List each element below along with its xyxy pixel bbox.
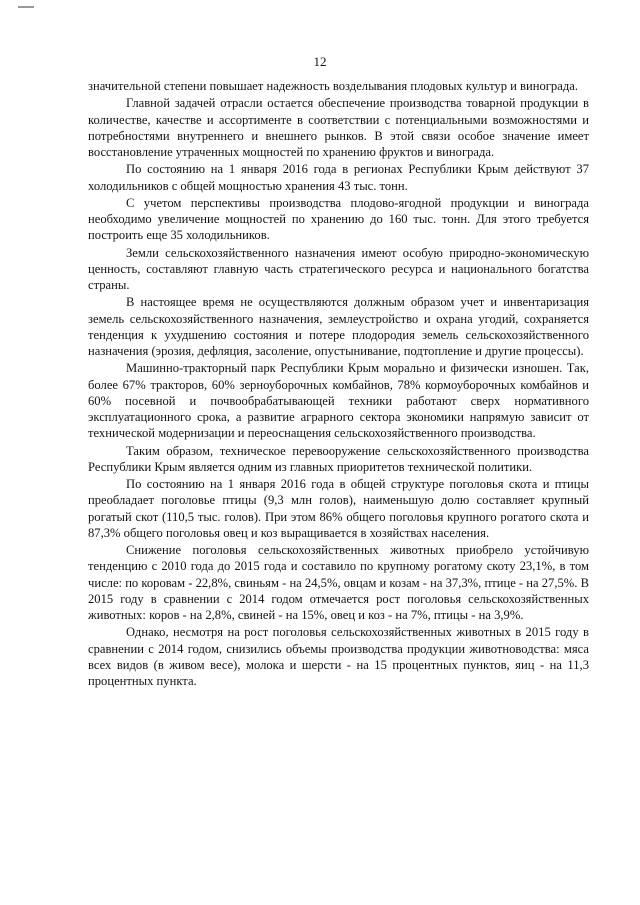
scan-corner-mark — [18, 6, 34, 8]
document-body — [88, 78, 589, 689]
paragraph-storage-capacity: С учетом перспективы производства плодово-ягодной продукции и винограда необходимо увеличение мощностей по хранению до 160 тыс. тонн. Для этого требуется построить еще 35 холодильников. — [88, 195, 589, 243]
paragraph-refrigerators: По состоянию на 1 января 2016 года в регионах Республики Крым действуют 37 холодильников с общей мощностью хранения 43 тыс. тонн. — [88, 162, 589, 193]
paragraph-agricultural-land: Земли сельскохозяйственного назначения имеют особую природно-экономическую ценность, составляют главную часть стратегического ресурса и национального богатства страны. — [88, 245, 589, 292]
page-number: 12 — [313, 54, 327, 69]
paragraph-machinery: Машинно-тракторный парк Республики Крым морально и физически изношен. Так, более 67% тракторов, 60% зерноуборочных комбайнов, 78% кормоуборочных комбайнов и 60% посевной и почвообрабатывающей техники работают сверх нормативного эксплуатационного срока, а развитие аграрного сектора экономики напрямую зависит от технической модернизации и переоснащения сельскохозяйственного производства. — [88, 361, 589, 441]
paragraph-re-equipment: Таким образом, техническое перевооружение сельскохозяйственного производства Республики Крым является одним из главных приоритетов технической политики. — [88, 443, 589, 474]
paragraph-production-volumes: Однако, несмотря на рост поголовья сельскохозяйственных животных в 2015 году в сравнении с 2014 годом, снизились объемы производства продукции животноводства: мяса всех видов (в живом весе), молока и шерсти - на 15 процентных пунктов, яиц - на 11,3 процентных пункта. — [88, 625, 589, 688]
paragraph-main-task: Главной задачей отрасли остается обеспечение производства товарной продукции в количестве, качестве и ассортименте в соответствии с потенциальными возможностями и потребностями внутреннего и внешнего рынков. В этой связи особое значение имеет восстановление утраченных мощностей по хранению фруктов и винограда. — [88, 96, 589, 159]
paragraph-continuation: значительной степени повышает надежность возделывания плодовых культур и винограда. — [88, 79, 578, 93]
paragraph-livestock-decline: Снижение поголовья сельскохозяйственных животных приобрело устойчивую тенденцию с 2010 года до 2015 года и составило по крупному рогатому скоту 23,1%, в том числе: по коровам - 22,8%, свиньям - на 24,5%, овцам и козам - на 37,3%, птице - на 27,5%. В 2015 году в сравнении с 2014 годом отмечается рост поголовья сельскохозяйственных животных: коров - на 2,8%, свиней - на 15%, овец и коз - на 7%, птицы - на 3,9%. — [88, 543, 589, 622]
paragraph-land-inventory: В настоящее время не осуществляются должным образом учет и инвентаризация земель сельскохозяйственного назначения, землеустройство и охрана угодий, сохраняется тенденция к ухудшению состояния и потере плодородия земель сельскохозяйственного назначения (эрозия, дефляция, засоление, опустынивание, подтопление и другие процессы). — [88, 295, 589, 358]
paragraph-livestock-structure: По состоянию на 1 января 2016 года в общей структуре поголовья скота и птицы преобладает поголовье птицы (9,3 млн голов), наименьшую долю составляет крупный рогатый скот (110,5 тыс. голов). При этом 86% общего поголовья крупного рогатого скота и 87,3% общего поголовья овец и коз выращивается в хозяйствах населения. — [88, 477, 589, 540]
